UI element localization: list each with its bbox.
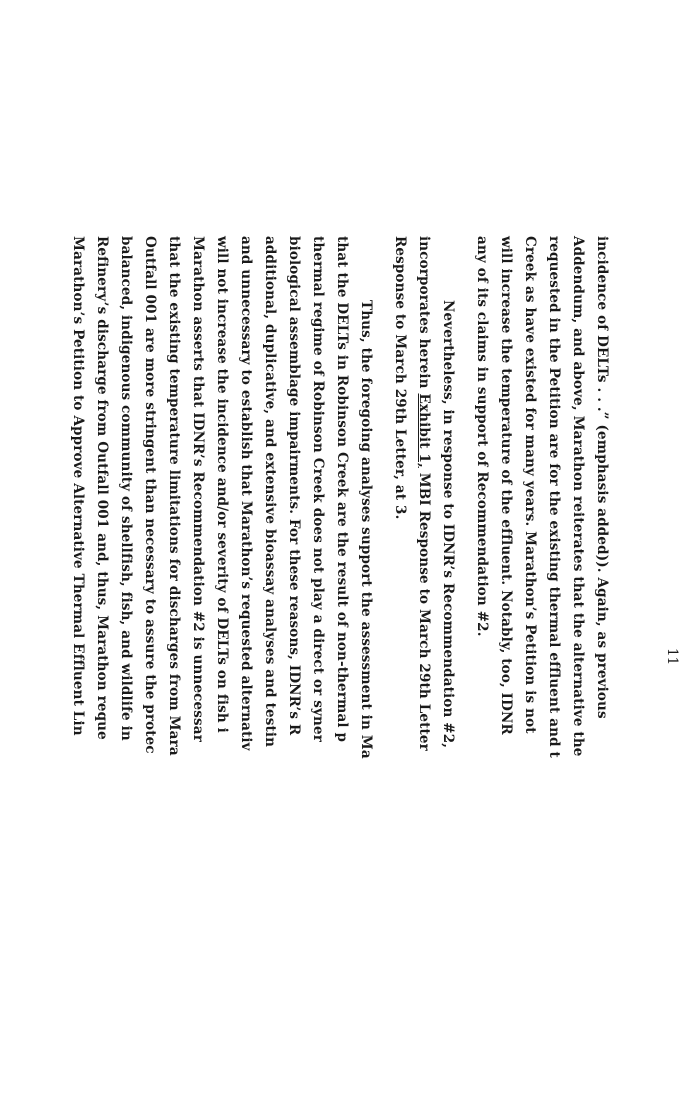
text-line: Addendum, and above, Marathon reiterates that the alternative the (570, 236, 586, 757)
text-line: Creek as have existed for many years. Marathon’s Petition is not (522, 236, 538, 734)
text-line (416, 236, 432, 751)
page-number: 11 (664, 648, 680, 666)
text-line: Marathon asserts that IDNR’s Recommendation #2 is unnecessar (190, 236, 206, 742)
text-line: additional, duplicative, and extensive bioassay analyses and testin (262, 236, 278, 748)
exhibit-link-text: Exhibit 1, (416, 393, 432, 468)
text-line: Refinery’s discharge from Outfall 001 and, thus, Marathon reque (94, 236, 110, 740)
text-line: Marathon’s Petition to Approve Alternative Thermal Effluent Lin (70, 236, 86, 736)
text-line: that the existing temperature limitations for discharges from Mara (166, 236, 182, 756)
text-line: balanced, indigenous community of shellfish, fish, and wildlife in (118, 236, 134, 741)
text-line: will not increase the incidence and/or severity of DELTs on fish i (214, 236, 230, 733)
text-line: biological assemblage impairments. For these reasons, IDNR’s R (286, 236, 302, 736)
text-line: will increase the temperature of the effluent. Notably, too, IDNR (498, 236, 514, 735)
text-line: thermal regime of Robinson Creek does not play a direct or syner (310, 236, 326, 742)
text-line: any of its claims in support of Recommendation #2. (474, 236, 490, 637)
text-line: incidence of DELTs . . .” (emphasis added)). Again, as previous (594, 236, 610, 719)
rotated-text-block (58, 0, 680, 1100)
text-line: Outfall 001 are more stringent than necessary to assure the protec (142, 236, 158, 754)
text-line: Nevertheless, in response to IDNR’s Recommendation #2, (440, 300, 456, 749)
text-line: Response to March 29th Letter, at 3. (392, 236, 408, 520)
text-span: MBI Response to March 29th Letter (416, 472, 432, 751)
text-line: Thus, the foregoing analyses support the assessment in Ma (358, 300, 374, 759)
text-line: requested in the Petition are for the existing thermal effluent and t (546, 236, 562, 758)
text-line: that the DELTs in Robinson Creek are the result of non-thermal p (334, 236, 350, 743)
text-line: and unnecessary to establish that Marathon’s requested alternativ (238, 236, 254, 751)
text-span: incorporates herein (416, 236, 432, 389)
